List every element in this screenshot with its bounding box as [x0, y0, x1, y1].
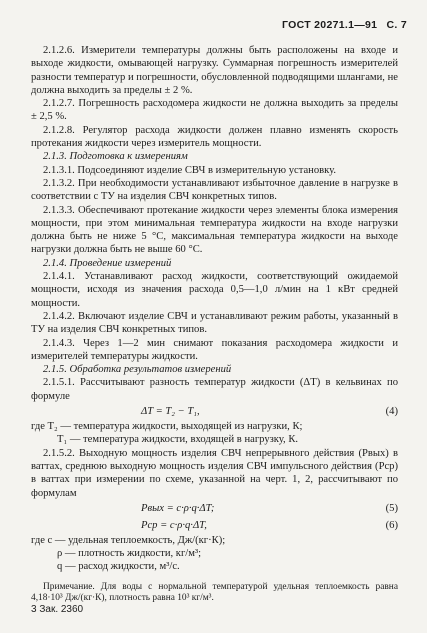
definition-rho: ρ — плотность жидкости, кг/м³; [57, 548, 202, 560]
paragraph-2-1-3-1: 2.1.3.1. Подсоединяют изделие СВЧ в измерительную установку. [43, 164, 337, 176]
formula-4 [31, 403, 398, 420]
paragraph-2-1-5-2: 2.1.5.2. Выходную мощность изделия СВЧ непрерывного действия (Pвых) в ваттах, среднюю выходную мощность изделия СВЧ импульсного действия (Pср) в ваттах при измерении по схеме, указанной на черт. 1, 2, рассчитывают по формулам [31, 447, 398, 499]
formula-expression: Pср = c·ρ·q·ΔT, [141, 519, 207, 531]
standard-number: ГОСТ 20271.1—91 [282, 19, 378, 31]
page-header [276, 19, 407, 31]
page-body [31, 44, 398, 605]
formula-number: (6) [385, 519, 398, 531]
formula-expression: ΔT = T₂ − T₁, [141, 405, 200, 417]
page-number: С. 7 [386, 19, 407, 31]
formula-expression: Pвых = c·ρ·q·ΔT; [141, 502, 215, 514]
paragraph-2-1-2-6: 2.1.2.6. Измерители температуры должны быть расположены на входе и выходе жидкости, омывающей нагрузку. Суммарная погрешность измерителей разности температур и погрешности, обусловленной подводящими шлангами, не должна выходить за пределы ± 2 %. [31, 45, 398, 96]
paragraph-2-1-4-2: 2.1.4.2. Включают изделие СВЧ и устанавливают режим работы, указанный в ТУ на изделия СВЧ конкретных типов. [31, 310, 398, 336]
paragraph-2-1-4-1: 2.1.4.1. Устанавливают расход жидкости, соответствующий ожидаемой мощности, исходя из значения расхода 0,5—1,0 л/мин на 1 кВт средней мощности. [31, 271, 398, 309]
paragraph-2-1-5-1: 2.1.5.1. Рассчитывают разность температур жидкости (ΔT) в кельвинах по формуле [31, 377, 398, 402]
formula-6 [31, 517, 398, 534]
section-heading-2-1-3: 2.1.3. Подготовка к измерениям [43, 151, 188, 163]
definition-t2: где T₂ — температура жидкости, выходящей из нагрузки, К; [31, 421, 303, 433]
section-heading-2-1-4: 2.1.4. Проведение измерений [43, 257, 172, 269]
paragraph-2-1-2-7: 2.1.2.7. Погрешность расходомера жидкости не должна выходить за пределы ± 2,5 %. [31, 98, 398, 123]
note: Примечание. Для воды с нормальной температурой удельная теплоемкость равна 4,18·10³ Дж/(кг·К), плотность равна 10³ кг/м³. [31, 581, 398, 604]
definition-t1: T₁ — температура жидкости, входящей в нагрузку, К. [57, 434, 299, 446]
definition-c: где c — удельная теплоемкость, Дж/(кг·К); [31, 534, 226, 546]
paragraph-2-1-4-3: 2.1.4.3. Через 1—2 мин снимают показания расходомера жидкости и измерителей температуры жидкости. [31, 337, 398, 362]
paragraph-2-1-2-8: 2.1.2.8. Регулятор расхода жидкости должен плавно изменять скорость протекания жидкости через измеритель мощности. [31, 124, 398, 150]
definition-q: q — расход жидкости, м³/с. [57, 561, 180, 573]
formula-5 [31, 500, 398, 517]
definition-list [31, 534, 398, 574]
paragraph-2-1-3-2: 2.1.3.2. При необходимости устанавливают избыточное давление в нагрузке в соответствии с ТУ на изделия СВЧ конкретных типов. [31, 177, 398, 203]
page-footer: 3 Зак. 2360 [31, 604, 84, 615]
section-heading-2-1-5: 2.1.5. Обработка результатов измерений [43, 364, 232, 376]
formula-number: (5) [385, 502, 398, 514]
formula-number: (4) [385, 405, 398, 417]
paragraph-2-1-3-3: 2.1.3.3. Обеспечивают протекание жидкости через элементы блока измерения мощности, при этом минимальная температура жидкости на входе нагрузки должна быть не ниже 5 °С, максимальная температура жидкости на выходе нагрузки должна быть не выше 60 °С. [31, 204, 398, 256]
